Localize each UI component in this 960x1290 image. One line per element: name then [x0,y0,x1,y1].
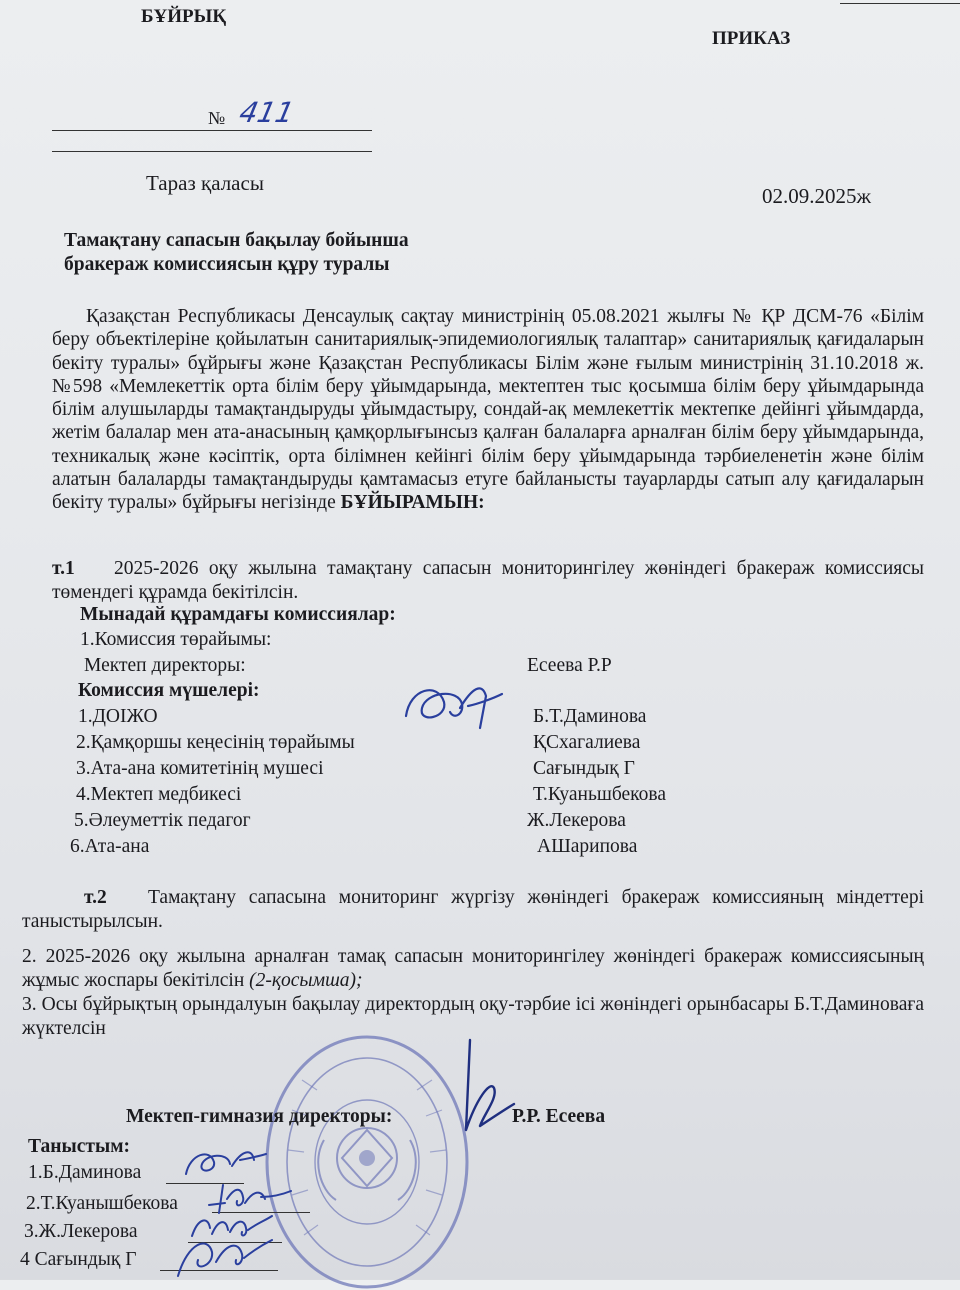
point-3-text: 2. 2025-2026 оқу жылына арналған тамақ сапасын мониторингілеу жөніндегі бракераж комиссиясының жұмыс жоспары бекітілсін [22,946,924,991]
members-heading: Комиссия мүшелері: [78,680,260,701]
chair-name: Есеева Р.Р [527,655,612,676]
member-name: Б.Т.Даминова [533,706,647,727]
member-role: 2.Қамқоршы кеңесінің төрайымы [76,732,355,753]
acquainted-person: 2.Т.Куанышбекова [26,1193,178,1214]
acquainted-heading: Таныстым: [28,1136,130,1157]
member-role: 1.ДОІЖО [78,706,158,727]
acquainted-signature-line [212,1212,310,1213]
number-underline-2 [52,151,372,152]
chair-role: Мектеп директоры: [84,655,246,676]
member-role: 6.Ата-ана [70,836,150,857]
acquainted-person: 3.Ж.Лекерова [24,1221,138,1242]
member-name: Ж.Лекерова [527,810,626,831]
order-number-label: № [208,108,226,128]
member-name: ҚСхагалиева [533,732,641,753]
point-1 [52,557,924,604]
point-2 [22,886,924,933]
subject-line-1: Тамақтану сапасын бақылау бойынша [64,230,409,251]
acquainted-person: 4 Сағындық Г [20,1249,137,1270]
number-underline-1 [52,130,372,131]
commission-heading: Мынадай құрамдағы комиссиялар: [80,604,396,625]
acquainted-signature-line [166,1183,244,1184]
title-russian: ПРИКАЗ [712,28,791,49]
top-right-rule [840,3,960,4]
acquainted-person: 1.Б.Даминова [28,1162,142,1183]
member-role: 5.Әлеуметтік педагог [74,810,251,831]
order-date: 02.09.2025ж [762,184,872,208]
acquainted-signature-line [160,1270,278,1271]
member-name: АШарипова [537,836,638,857]
acquainted-signature-line [188,1242,282,1243]
member-role: 3.Ата-ана комитетінің мушесі [76,758,324,779]
member-name: Сағындық Г [533,758,635,779]
chair-signature-icon [398,668,508,738]
point-1-label: т.1 [52,558,75,579]
official-seal-icon [262,1020,472,1290]
title-kazakh: БҰЙРЫҚ [141,6,227,27]
point-3-note: (2-қосымша); [249,969,363,991]
member-role: 4.Мектеп медбикесі [76,784,242,805]
director-name: Р.Р. Есеева [512,1106,606,1127]
order-word: БҰЙЫРАМЫН: [340,492,485,514]
subject-line-2: бракераж комиссиясын құру туралы [64,254,390,275]
preamble-paragraph [52,305,924,515]
member-name: Т.Куаньшбекова [533,784,667,805]
preamble-text: Қазақстан Республикасы Денсаулық сақтау министрінің 05.08.2021 жылғы № ҚР ДСМ-76 «Білім беру объектілеріне қойылатын санитариялық-эпидемиологиялық талаптар» санитариялық қағидаларын бекіту туралы» бұйрығы және Қазақстан Республикасы Білім және ғылым министрінің 31.10.2018 ж. №598 «Мемлекеттік орта білім беру ұйымдарында, мектептен тыс қосымша білім беру ұйымдарында білім алушыларды тамақтандыруды ұйымдастыру, сондай-ақ мемлекеттік мектепке дейінгі ұйымдарда, жетім балалар мен ата-анасының қамқорлығынсыз қалған балаларға арналған білім беру ұйымдарында, техникалық және кәсіптік, орта білімнен кейінгі білім беру ұйымдарында тәрбиеленетін және білім алатын балаларды тамақтандыруды қамтамасыз етуге байланысты тауарларды сатып алу қағидаларын бекіту туралы» бұйрығы негізінде [52,306,924,514]
point-1-text: 2025-2026 оқу жылына тамақтану сапасын мониторингілеу жөніндегі бракераж комиссиясы төмендегі құрамда бекітілсін. [52,558,924,603]
point-2-text: Тамақтану сапасына мониторинг жүргізу жөніндегі бракераж комиссияның міндеттері таныстырылсын. [22,887,924,932]
point-4: 3. Осы бұйрықтың орындалуын бақылау директордың оқу-тәрбие ісі жөніндегі орынбасары Б.Т.Даминоваға жүктелсін [22,994,924,1039]
director-position: Мектеп-гимназия директоры: [126,1106,393,1127]
chair-label: 1.Комиссия төрайымы: [80,629,272,650]
signature-1-icon [180,1140,270,1180]
city: Тараз қаласы [146,171,264,195]
point-3 [22,945,924,992]
point-2-label: т.2 [84,887,107,908]
order-number-handwritten: 411 [236,96,297,129]
